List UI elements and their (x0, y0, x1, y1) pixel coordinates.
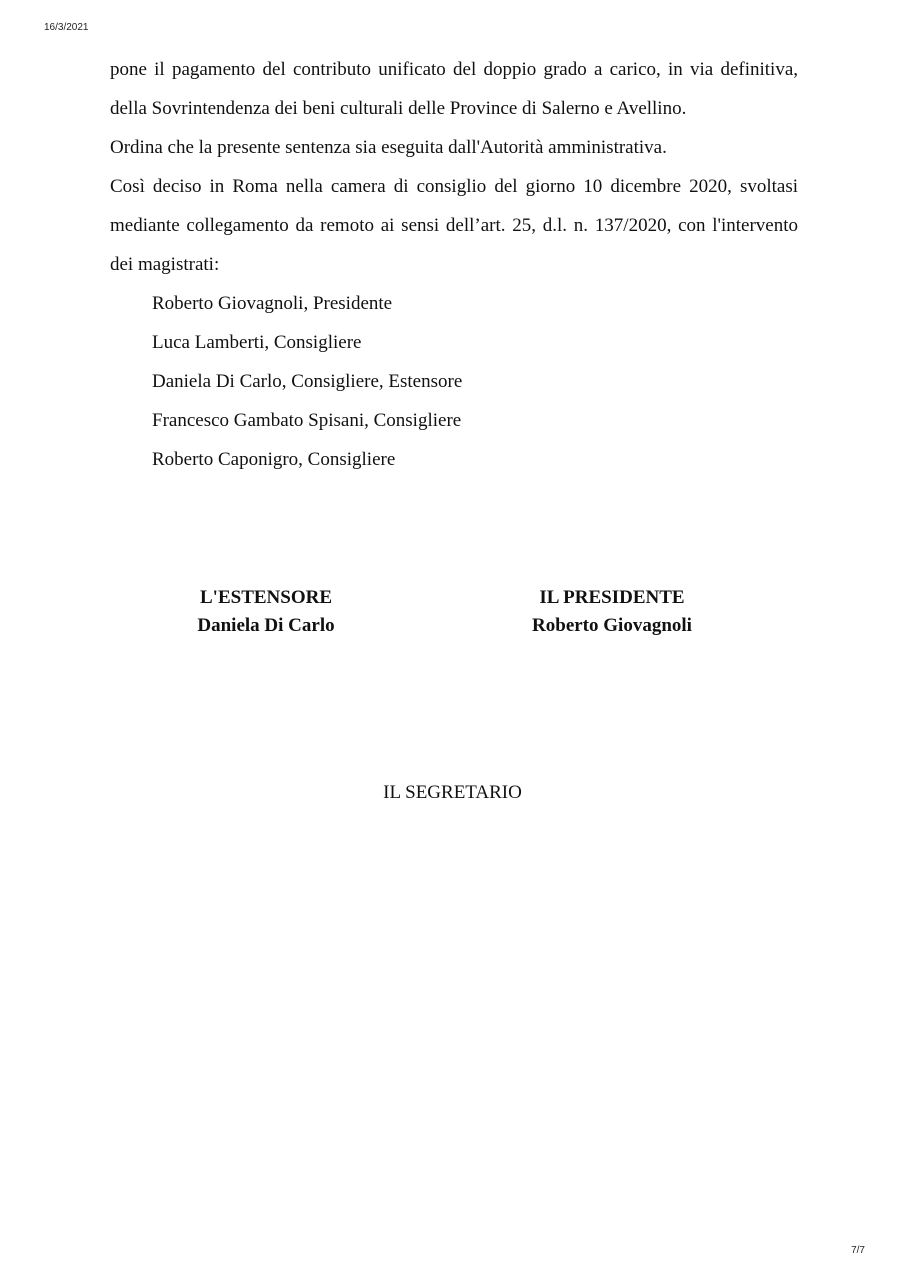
document-body (110, 50, 798, 479)
list-item: Francesco Gambato Spisani, Consigliere (152, 410, 462, 431)
list-item: Roberto Giovagnoli, Presidente (152, 293, 393, 314)
list-item: Roberto Caponigro, Consigliere (152, 449, 396, 470)
signature-title: IL PRESIDENTE (539, 587, 685, 608)
signature-title: L'ESTENSORE (200, 587, 332, 608)
paragraph-order: Ordina che la presente sentenza sia eseguita dall'Autorità amministrativa. (110, 137, 667, 158)
list-item: Luca Lamberti, Consigliere (152, 332, 362, 353)
signature-presidente (482, 584, 742, 640)
paragraph-payment: pone il pagamento del contributo unificato del doppio grado a carico, in via definitiva, della Sovrintendenza dei beni culturali delle Province di Salerno e Avellino. (110, 59, 798, 119)
paragraph-decision: Così deciso in Roma nella camera di consiglio del giorno 10 dicembre 2020, svoltasi mediante collegamento da remoto ai sensi dell’art. 25, d.l. n. 137/2020, con l'intervento dei magistrati: (110, 176, 798, 275)
list-item: Daniela Di Carlo, Consigliere, Estensore (152, 371, 463, 392)
signature-name: Daniela Di Carlo (197, 615, 335, 636)
judges-list (110, 284, 798, 479)
page-number: 7/7 (851, 1245, 865, 1256)
signature-name: Roberto Giovagnoli (532, 615, 692, 636)
signature-estensore (136, 584, 396, 640)
secretary-label: IL SEGRETARIO (383, 782, 522, 803)
print-date: 16/3/2021 (44, 22, 89, 33)
